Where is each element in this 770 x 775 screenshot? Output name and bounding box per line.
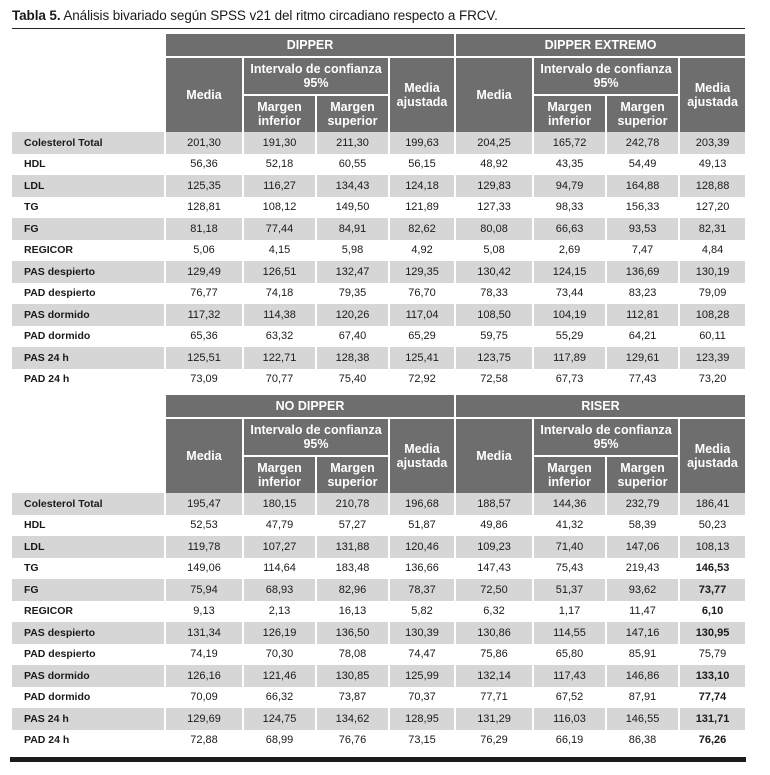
table-cell: 146,86 (606, 665, 679, 687)
table-cell: 65,29 (389, 326, 455, 348)
table-cell: 136,50 (316, 622, 389, 644)
table-cell: 60,11 (679, 326, 745, 348)
table-cell: 120,26 (316, 304, 389, 326)
table-cell: 55,29 (533, 326, 606, 348)
table-cell: 180,15 (243, 493, 316, 515)
table-cell: 82,31 (679, 218, 745, 240)
table-cell: 60,55 (316, 154, 389, 176)
table-cell: 66,63 (533, 218, 606, 240)
table-cell: 70,09 (165, 687, 243, 709)
table-cell: 114,38 (243, 304, 316, 326)
table-cell: 104,19 (533, 304, 606, 326)
table-cell: 191,30 (243, 132, 316, 154)
table-cell: 65,36 (165, 326, 243, 348)
upper-margin-header: Margen superior (606, 456, 679, 493)
table-cell: 147,06 (606, 536, 679, 558)
table-cell: 136,66 (389, 558, 455, 580)
row-label: PAS despierto (12, 622, 165, 644)
adjusted-mean-header: Media ajustada (389, 418, 455, 493)
table-cell: 114,64 (243, 558, 316, 580)
adjusted-mean-header: Media ajustada (679, 418, 745, 493)
table-cell: 108,12 (243, 197, 316, 219)
table-cell: 149,50 (316, 197, 389, 219)
ci-header: Intervalo de confianza 95% (243, 57, 389, 95)
bottom-rule (10, 757, 746, 762)
table-cell: 219,43 (606, 558, 679, 580)
table-cell: 125,51 (165, 347, 243, 369)
table-cell: 129,69 (165, 708, 243, 730)
group-header-row (12, 395, 745, 418)
table-cell: 16,13 (316, 601, 389, 623)
table-cell: 131,29 (455, 708, 533, 730)
row-label: PAD dormido (12, 326, 165, 348)
table-row (12, 579, 745, 601)
table-cell: 147,16 (606, 622, 679, 644)
table-cell: 82,62 (389, 218, 455, 240)
table-row (12, 261, 745, 283)
table-cell: 54,49 (606, 154, 679, 176)
table-row (12, 601, 745, 623)
table-cell: 76,76 (316, 730, 389, 752)
table-cell: 232,79 (606, 493, 679, 515)
table-cell: 108,28 (679, 304, 745, 326)
media-header: Media (455, 418, 533, 493)
table-cell: 211,30 (316, 132, 389, 154)
table-cell: 117,04 (389, 304, 455, 326)
table-cell: 156,33 (606, 197, 679, 219)
header-blank (12, 395, 165, 493)
table-cell: 85,91 (606, 644, 679, 666)
table-cell: 81,18 (165, 218, 243, 240)
table-row (12, 197, 745, 219)
table-cell: 58,39 (606, 515, 679, 537)
table-cell: 128,95 (389, 708, 455, 730)
table-cell: 6,10 (679, 601, 745, 623)
header-blank (12, 34, 165, 132)
table-cell: 59,75 (455, 326, 533, 348)
table-row (12, 708, 745, 730)
table-cell: 128,81 (165, 197, 243, 219)
table-cell: 48,92 (455, 154, 533, 176)
table-row (12, 326, 745, 348)
table-cell: 11,47 (606, 601, 679, 623)
table-cell: 122,71 (243, 347, 316, 369)
table-cell: 132,47 (316, 261, 389, 283)
table-cell: 134,62 (316, 708, 389, 730)
table-cell: 130,39 (389, 622, 455, 644)
table-cell: 126,19 (243, 622, 316, 644)
table-cell: 75,43 (533, 558, 606, 580)
table-cell: 144,36 (533, 493, 606, 515)
table-cell: 123,39 (679, 347, 745, 369)
upper-margin-header: Margen superior (316, 95, 389, 132)
row-label: REGICOR (12, 240, 165, 262)
table-cell: 127,20 (679, 197, 745, 219)
table-cell: 51,87 (389, 515, 455, 537)
table-cell: 52,53 (165, 515, 243, 537)
table-cell: 2,69 (533, 240, 606, 262)
table-cell: 119,78 (165, 536, 243, 558)
table-cell: 130,86 (455, 622, 533, 644)
table-cell: 76,29 (455, 730, 533, 752)
table-cell: 93,62 (606, 579, 679, 601)
table-cell: 146,55 (606, 708, 679, 730)
table-cell: 124,15 (533, 261, 606, 283)
table-cell: 164,88 (606, 175, 679, 197)
table-cell: 75,79 (679, 644, 745, 666)
table-cell: 131,34 (165, 622, 243, 644)
ci-header: Intervalo de confianza 95% (243, 418, 389, 456)
row-label: PAD despierto (12, 644, 165, 666)
table-cell: 4,15 (243, 240, 316, 262)
table-cell: 74,19 (165, 644, 243, 666)
row-label: LDL (12, 536, 165, 558)
table-cell: 132,14 (455, 665, 533, 687)
row-label: HDL (12, 154, 165, 176)
table-cell: 147,43 (455, 558, 533, 580)
table-cell: 5,82 (389, 601, 455, 623)
row-label: FG (12, 218, 165, 240)
table-cell: 107,27 (243, 536, 316, 558)
table-row (12, 515, 745, 537)
table-cell: 82,96 (316, 579, 389, 601)
row-label: LDL (12, 175, 165, 197)
table-cell: 183,48 (316, 558, 389, 580)
caption-text: Análisis bivariado según SPSS v21 del ritmo circadiano respecto a FRCV. (60, 8, 498, 23)
lower-margin-header: Margen inferior (533, 95, 606, 132)
row-label: PAS dormido (12, 304, 165, 326)
table-cell: 116,03 (533, 708, 606, 730)
table-cell: 116,27 (243, 175, 316, 197)
row-label: TG (12, 197, 165, 219)
table-cell: 133,10 (679, 665, 745, 687)
table-cell: 73,15 (389, 730, 455, 752)
upper-margin-header: Margen superior (606, 95, 679, 132)
table-cell: 195,47 (165, 493, 243, 515)
table-cell: 51,37 (533, 579, 606, 601)
table-cell: 186,41 (679, 493, 745, 515)
table-cell: 149,06 (165, 558, 243, 580)
lower-margin-header: Margen inferior (243, 95, 316, 132)
table-cell: 77,43 (606, 369, 679, 391)
row-label: FG (12, 579, 165, 601)
table-cell: 117,89 (533, 347, 606, 369)
table-cell: 130,42 (455, 261, 533, 283)
table-cell: 188,57 (455, 493, 533, 515)
table-cell: 70,77 (243, 369, 316, 391)
table-cell: 131,88 (316, 536, 389, 558)
table-cell: 117,32 (165, 304, 243, 326)
table-row (12, 687, 745, 709)
table-cell: 56,15 (389, 154, 455, 176)
table-cell: 9,13 (165, 601, 243, 623)
table-cell: 199,63 (389, 132, 455, 154)
table-cell: 108,50 (455, 304, 533, 326)
table-cell: 94,79 (533, 175, 606, 197)
table-cell: 129,61 (606, 347, 679, 369)
table-cell: 125,99 (389, 665, 455, 687)
table-row (12, 304, 745, 326)
row-label: PAD 24 h (12, 369, 165, 391)
table-cell: 86,38 (606, 730, 679, 752)
table-cell: 77,74 (679, 687, 745, 709)
row-label: Colesterol Total (12, 493, 165, 515)
table-row (12, 622, 745, 644)
table-cell: 63,32 (243, 326, 316, 348)
table-cell: 66,32 (243, 687, 316, 709)
table-cell: 68,93 (243, 579, 316, 601)
row-label: HDL (12, 515, 165, 537)
table-cell: 123,75 (455, 347, 533, 369)
table-cell: 128,38 (316, 347, 389, 369)
table-cell: 84,91 (316, 218, 389, 240)
table-cell: 52,18 (243, 154, 316, 176)
lower-margin-header: Margen inferior (533, 456, 606, 493)
table-cell: 146,53 (679, 558, 745, 580)
ci-header: Intervalo de confianza 95% (533, 418, 679, 456)
table-cell: 130,19 (679, 261, 745, 283)
table-cell: 129,83 (455, 175, 533, 197)
table-cell: 130,85 (316, 665, 389, 687)
table-cell: 41,32 (533, 515, 606, 537)
row-label: PAD despierto (12, 283, 165, 305)
table-cell: 87,91 (606, 687, 679, 709)
group-header: DIPPER (165, 34, 455, 57)
row-label: PAS dormido (12, 665, 165, 687)
table-cell: 73,20 (679, 369, 745, 391)
upper-margin-header: Margen superior (316, 456, 389, 493)
table-cell: 73,09 (165, 369, 243, 391)
media-header: Media (165, 418, 243, 493)
table-cell: 4,92 (389, 240, 455, 262)
table-cell: 121,46 (243, 665, 316, 687)
table-cell: 126,16 (165, 665, 243, 687)
table-cell: 136,69 (606, 261, 679, 283)
table-cell: 65,80 (533, 644, 606, 666)
table-cell: 76,70 (389, 283, 455, 305)
group-header: DIPPER EXTREMO (455, 34, 745, 57)
table-row (12, 493, 745, 515)
table-cell: 125,41 (389, 347, 455, 369)
table-row (12, 154, 745, 176)
data-table (12, 395, 745, 751)
table-row (12, 730, 745, 752)
table-row (12, 283, 745, 305)
table-cell: 78,33 (455, 283, 533, 305)
table-cell: 64,21 (606, 326, 679, 348)
table-cell: 196,68 (389, 493, 455, 515)
table-cell: 72,58 (455, 369, 533, 391)
table-cell: 78,37 (389, 579, 455, 601)
row-label: TG (12, 558, 165, 580)
table-cell: 77,44 (243, 218, 316, 240)
table-cell: 5,98 (316, 240, 389, 262)
table-row (12, 132, 745, 154)
table-cell: 80,08 (455, 218, 533, 240)
table-cell: 130,95 (679, 622, 745, 644)
table-cell: 109,23 (455, 536, 533, 558)
table-cell: 204,25 (455, 132, 533, 154)
table-cell: 83,23 (606, 283, 679, 305)
row-label: PAD 24 h (12, 730, 165, 752)
table-cell: 129,49 (165, 261, 243, 283)
table-cell: 127,33 (455, 197, 533, 219)
table-row (12, 536, 745, 558)
table-cell: 67,73 (533, 369, 606, 391)
table-cell: 72,92 (389, 369, 455, 391)
table-cell: 4,84 (679, 240, 745, 262)
table-cell: 68,99 (243, 730, 316, 752)
table-cell: 73,87 (316, 687, 389, 709)
table-cell: 93,53 (606, 218, 679, 240)
table-row (12, 347, 745, 369)
table-cell: 201,30 (165, 132, 243, 154)
table-cell: 47,79 (243, 515, 316, 537)
lower-margin-header: Margen inferior (243, 456, 316, 493)
table-cell: 75,86 (455, 644, 533, 666)
table-cell: 5,08 (455, 240, 533, 262)
table-cell: 49,13 (679, 154, 745, 176)
table-cell: 72,88 (165, 730, 243, 752)
table-cell: 98,33 (533, 197, 606, 219)
row-label: PAS 24 h (12, 708, 165, 730)
table-cell: 117,43 (533, 665, 606, 687)
table-row (12, 665, 745, 687)
table-cell: 75,40 (316, 369, 389, 391)
table-cell: 73,77 (679, 579, 745, 601)
table-cell: 112,81 (606, 304, 679, 326)
table-cell: 72,50 (455, 579, 533, 601)
table-cell: 43,35 (533, 154, 606, 176)
table-row (12, 240, 745, 262)
row-label: REGICOR (12, 601, 165, 623)
table-cell: 5,06 (165, 240, 243, 262)
table-cell: 203,39 (679, 132, 745, 154)
table-cell: 57,27 (316, 515, 389, 537)
table-cell: 71,40 (533, 536, 606, 558)
table-cell: 79,09 (679, 283, 745, 305)
table-cell: 6,32 (455, 601, 533, 623)
table-cell: 67,40 (316, 326, 389, 348)
data-table (12, 34, 745, 390)
adjusted-mean-header: Media ajustada (389, 57, 455, 132)
table-cell: 124,18 (389, 175, 455, 197)
table-cell: 126,51 (243, 261, 316, 283)
group-header: NO DIPPER (165, 395, 455, 418)
table-row (12, 218, 745, 240)
caption-rule (12, 28, 745, 29)
table-cell: 77,71 (455, 687, 533, 709)
table-cell: 7,47 (606, 240, 679, 262)
table-cell: 70,37 (389, 687, 455, 709)
media-header: Media (455, 57, 533, 132)
table-cell: 125,35 (165, 175, 243, 197)
table-cell: 134,43 (316, 175, 389, 197)
table-cell: 76,77 (165, 283, 243, 305)
table-cell: 128,88 (679, 175, 745, 197)
table-cell: 67,52 (533, 687, 606, 709)
table-cell: 108,13 (679, 536, 745, 558)
table-row (12, 558, 745, 580)
table-cell: 210,78 (316, 493, 389, 515)
table-cell: 120,46 (389, 536, 455, 558)
table-row (12, 644, 745, 666)
table-cell: 79,35 (316, 283, 389, 305)
table-cell: 76,26 (679, 730, 745, 752)
table-cell: 75,94 (165, 579, 243, 601)
table-row (12, 369, 745, 391)
table-cell: 114,55 (533, 622, 606, 644)
group-header: RISER (455, 395, 745, 418)
table-cell: 165,72 (533, 132, 606, 154)
table-cell: 242,78 (606, 132, 679, 154)
table-cell: 1,17 (533, 601, 606, 623)
table-caption (12, 8, 498, 23)
table-cell: 2,13 (243, 601, 316, 623)
group-header-row (12, 34, 745, 57)
table-cell: 70,30 (243, 644, 316, 666)
table-cell: 121,89 (389, 197, 455, 219)
caption-number: Tabla 5. (12, 8, 61, 23)
table-cell: 129,35 (389, 261, 455, 283)
table-cell: 50,23 (679, 515, 745, 537)
table-cell: 78,08 (316, 644, 389, 666)
row-label: PAS despierto (12, 261, 165, 283)
media-header: Media (165, 57, 243, 132)
row-label: PAD dormido (12, 687, 165, 709)
ci-header: Intervalo de confianza 95% (533, 57, 679, 95)
row-label: PAS 24 h (12, 347, 165, 369)
table-cell: 74,18 (243, 283, 316, 305)
table-cell: 73,44 (533, 283, 606, 305)
table-cell: 124,75 (243, 708, 316, 730)
row-label: Colesterol Total (12, 132, 165, 154)
table-cell: 49,86 (455, 515, 533, 537)
table-cell: 74,47 (389, 644, 455, 666)
adjusted-mean-header: Media ajustada (679, 57, 745, 132)
table-cell: 66,19 (533, 730, 606, 752)
table-row (12, 175, 745, 197)
table-cell: 131,71 (679, 708, 745, 730)
table-cell: 56,36 (165, 154, 243, 176)
